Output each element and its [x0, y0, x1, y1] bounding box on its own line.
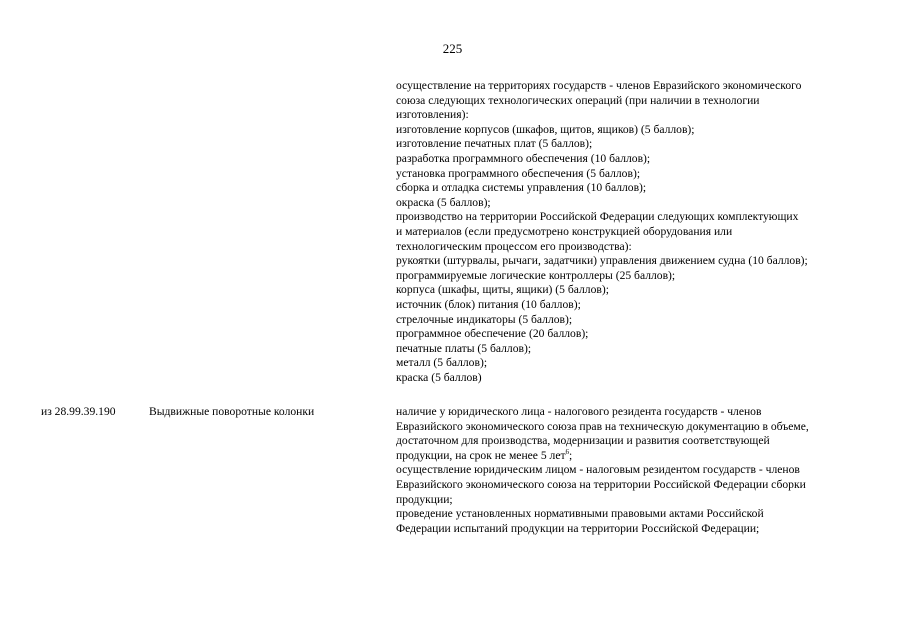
requirement-line: достаточном для производства, модернизации и развития соответствующей [396, 434, 770, 448]
requirement-line: продукции; [396, 492, 453, 506]
requirement-line: рукоятки (штурвалы, рычаги, задатчики) управления движением судна (10 баллов); [396, 254, 808, 268]
requirement-line: изготовление печатных плат (5 баллов); [396, 137, 593, 151]
footnote-mark[interactable]: 6 [565, 447, 570, 456]
requirement-line: Евразийского экономического союза на территории Российской Федерации сборки [396, 477, 806, 491]
requirement-line: печатные платы (5 баллов); [396, 341, 532, 355]
requirement-line: металл (5 баллов); [396, 356, 488, 370]
requirement-line: изготовление корпусов (шкафов, щитов, ящиков) (5 баллов); [396, 122, 695, 136]
requirement-line: стрелочные индикаторы (5 баллов); [396, 312, 573, 326]
requirement-line: корпуса (шкафы, щиты, ящики) (5 баллов); [396, 283, 609, 297]
requirements-text-continued [396, 79, 876, 385]
requirement-line: наличие у юридического лица - налогового резидента государств - членов [396, 405, 762, 418]
requirement-line: программное обеспечение (20 баллов); [396, 327, 589, 341]
requirement-line: установка программного обеспечения (5 баллов); [396, 166, 641, 180]
requirement-line: программируемые логические контроллеры (25 баллов); [396, 268, 676, 282]
requirement-line-text: продукции, на срок не менее 5 лет [396, 448, 566, 462]
requirement-line: осуществление на территориях государств - членов Евразийского экономического [396, 79, 802, 92]
requirement-line: производство на территории Российской Федерации следующих комплектующих [396, 210, 799, 224]
requirement-line: сборка и отладка системы управления (10 баллов); [396, 181, 647, 195]
requirement-line: источник (блок) питания (10 баллов); [396, 297, 581, 311]
requirement-line: краска (5 баллов) [396, 370, 482, 384]
product-name: Выдвижные поворотные колонки [149, 405, 315, 418]
product-code: из 28.99.39.190 [41, 405, 116, 418]
requirement-line: союза следующих технологических операций (при наличии в технологии [396, 93, 760, 107]
requirement-line: технологическим процессом его производства): [396, 239, 632, 253]
requirement-line: Евразийского экономического союза прав на техническую документацию в объеме, [396, 419, 809, 433]
page-number: 225 [442, 41, 463, 56]
requirement-line: разработка программного обеспечения (10 баллов); [396, 151, 651, 165]
requirement-line [396, 449, 876, 464]
requirement-line: окраска (5 баллов); [396, 195, 491, 209]
requirement-line: проведение установленных нормативными правовыми актами Российской [396, 507, 764, 521]
requirement-line: осуществление юридическим лицом - налоговым резидентом государств - членов [396, 463, 800, 477]
requirement-line: Федерации испытаний продукции на территории Российской Федерации; [396, 521, 760, 535]
requirement-line: и материалов (если предусмотрено конструкцией оборудования или [396, 224, 733, 238]
requirement-line-end: ; [569, 448, 573, 462]
requirement-line: изготовления): [396, 108, 469, 122]
requirements-text [396, 405, 876, 536]
